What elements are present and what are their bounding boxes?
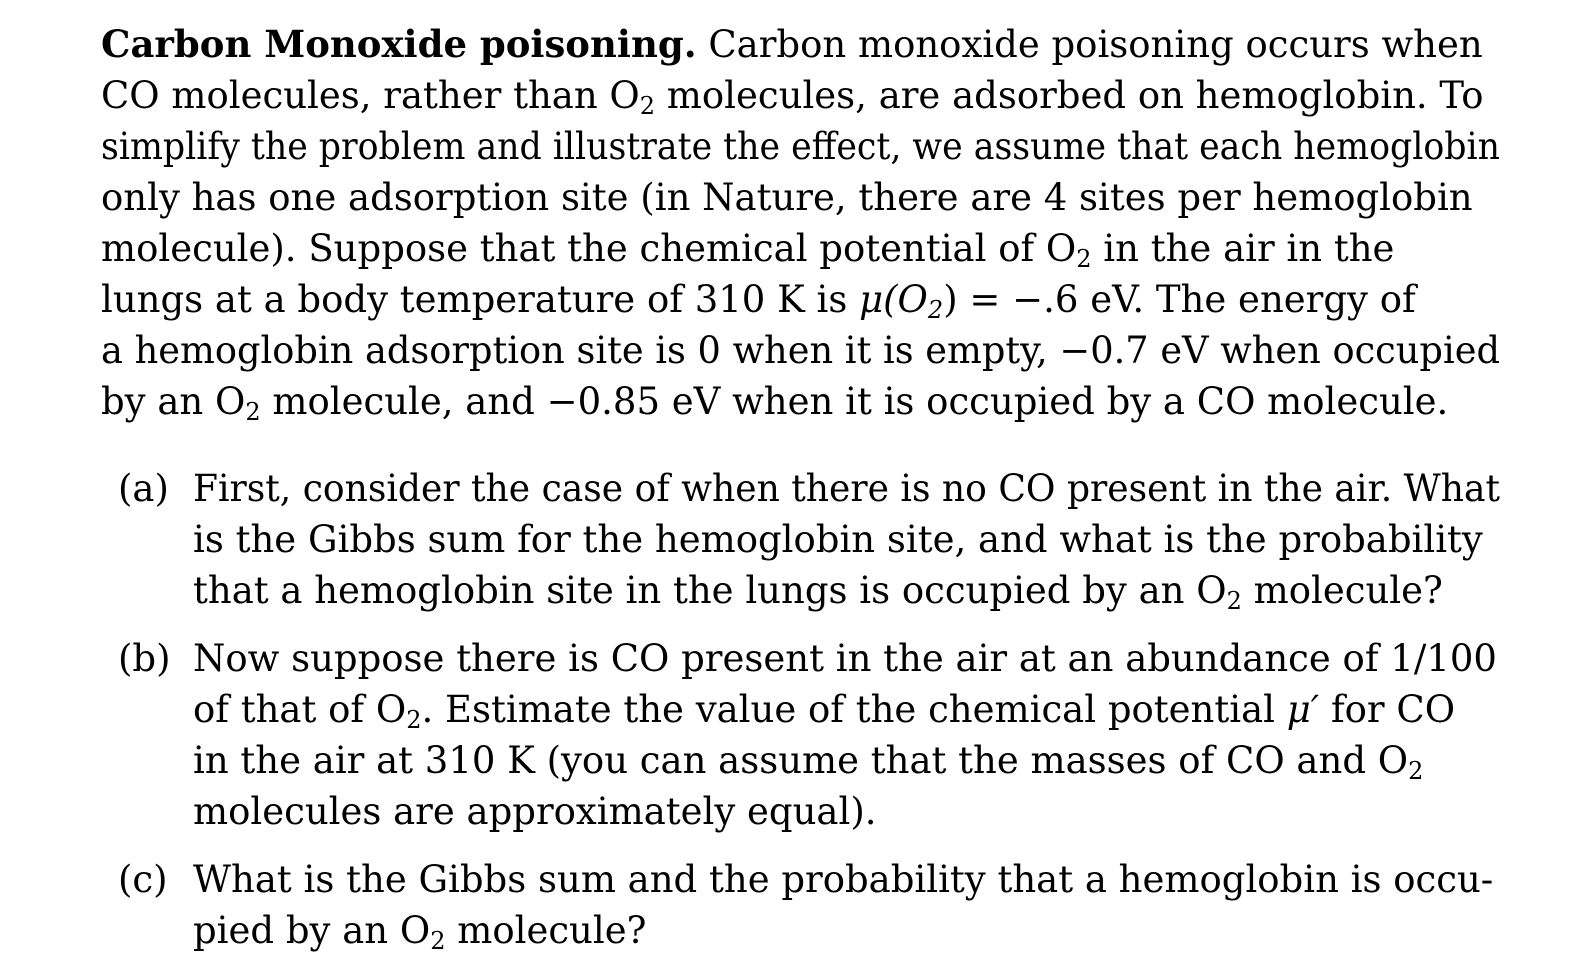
subscript: 2 (1408, 757, 1424, 785)
intro-text: in the air in the (1091, 227, 1395, 270)
intro-text: simplify the problem and illustrate the effect, we assume that each hemoglobin (101, 125, 1501, 168)
subscript: 2 (639, 92, 656, 120)
part-text: What is the Gibbs sum and the probability that a hemoglobin is occu- (193, 858, 1494, 901)
intro-text: molecules, are adsorbed on hemoglobin. To (655, 74, 1484, 117)
chemical-potential-symbol: μ′ (1286, 688, 1320, 731)
part-text: for CO (1319, 688, 1456, 731)
intro-text: molecule, and −0.85 eV when it is occupied by a CO molecule. (260, 380, 1449, 423)
intro-text: by an O (101, 380, 246, 423)
part-text: of that of O (193, 688, 407, 731)
part-b-line-2 (193, 688, 1455, 732)
part-text: . Estimate the value of the chemical potential (421, 688, 1287, 731)
subscript: 2 (430, 927, 446, 955)
intro-text: a hemoglobin adsorption site is 0 when it is empty, −0.7 eV when occupied (101, 329, 1500, 372)
intro-text: lungs at a body temperature of 310 K is (101, 278, 860, 321)
part-a-line-2 (193, 518, 1483, 562)
problem-title: Carbon Monoxide poisoning. (101, 22, 697, 66)
part-text: molecule? (1241, 569, 1443, 612)
intro-text: molecule). Suppose that the chemical potential of O (101, 227, 1077, 270)
intro-text: only has one adsorption site (in Nature, there are 4 sites per hemoglobin (101, 176, 1473, 219)
part-label: (c) (118, 858, 168, 901)
subscript: 2 (406, 706, 422, 734)
intro-line-4 (101, 176, 1473, 220)
part-text: that a hemoglobin site in the lungs is occupied by an O (193, 569, 1227, 612)
part-label: (b) (118, 637, 171, 680)
intro-text: ) = −.6 eV. The energy of (943, 278, 1416, 321)
intro-line-1 (101, 22, 1483, 67)
intro-text: Carbon monoxide poisoning occurs when (696, 23, 1483, 66)
subscript: 2 (245, 398, 261, 426)
part-text: First, consider the case of when there is no CO present in the air. What (193, 467, 1500, 510)
part-b-line-1 (193, 637, 1497, 681)
part-b-line-3 (193, 739, 1423, 783)
intro-text: CO molecules, rather than O (101, 74, 640, 117)
part-c-line-1 (193, 858, 1493, 902)
part-text: molecules are approximately equal). (193, 790, 877, 833)
intro-line-3 (101, 125, 1500, 169)
intro-line-2 (101, 74, 1484, 118)
part-text: Now suppose there is CO present in the air at an abundance of 1/100 (193, 637, 1497, 680)
part-text: is the Gibbs sum for the hemoglobin site, and what is the probability (193, 518, 1483, 561)
intro-line-6 (101, 278, 1416, 322)
intro-line-8 (101, 380, 1448, 424)
part-a-line-1 (193, 467, 1500, 511)
part-text: pied by an O (193, 909, 431, 952)
part-text: in the air at 310 K (you can assume that the masses of CO and O (193, 739, 1409, 782)
subscript: 2 (1076, 245, 1092, 273)
part-c-line-2 (193, 909, 646, 953)
intro-line-5 (101, 227, 1394, 271)
subscript: 2 (927, 296, 944, 324)
part-text: molecule? (445, 909, 647, 952)
part-label: (a) (118, 467, 169, 510)
intro-line-7 (101, 329, 1500, 373)
chemical-potential-symbol: μ(O (859, 278, 928, 321)
part-b-line-4 (193, 790, 877, 834)
part-a-line-3 (193, 569, 1443, 613)
subscript: 2 (1226, 587, 1242, 615)
